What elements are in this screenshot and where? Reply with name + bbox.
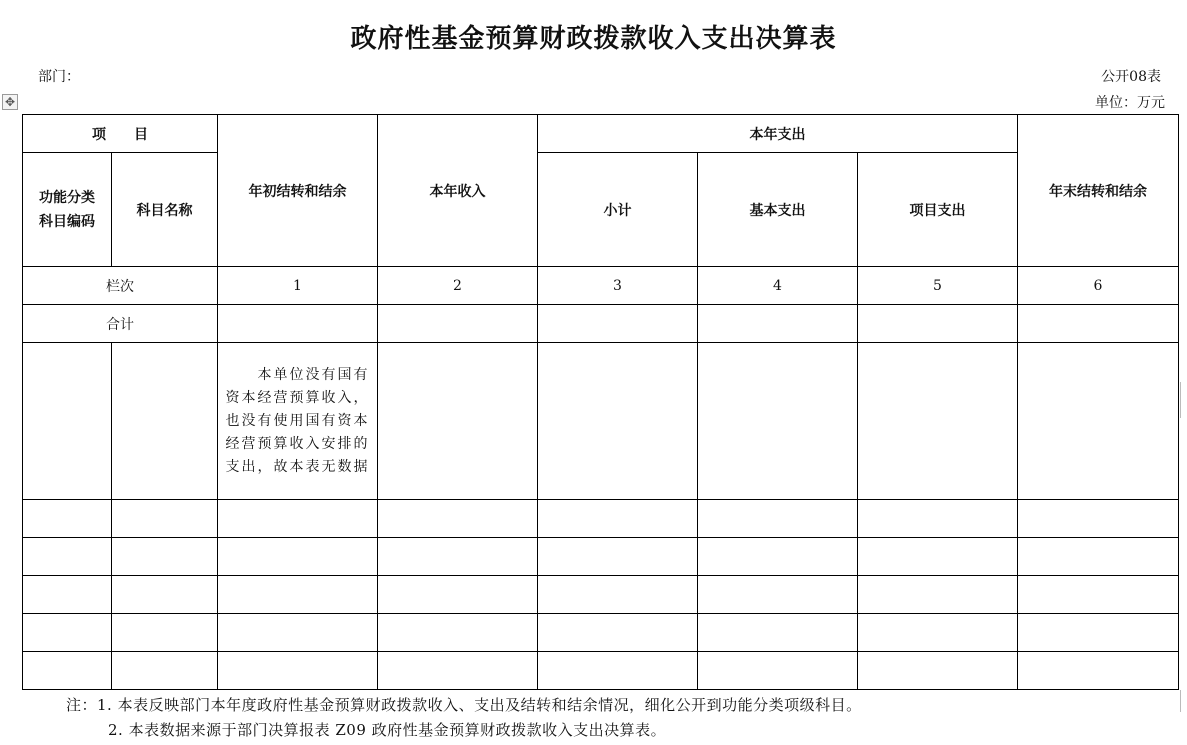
table-cell[interactable] xyxy=(378,576,538,614)
header-opening-balance: 年初结转和结余 xyxy=(218,115,378,267)
table-cell[interactable] xyxy=(218,538,378,576)
table-cell[interactable] xyxy=(858,576,1018,614)
page-edge-marker xyxy=(1180,690,1187,712)
column-number: 4 xyxy=(698,267,858,305)
table-cell[interactable] xyxy=(218,614,378,652)
table-row xyxy=(23,500,1179,538)
table-cell[interactable] xyxy=(1018,614,1179,652)
header-project-expense: 项目支出 xyxy=(858,153,1018,267)
footnote-line-1: 注：1. 本表反映部门本年度政府性基金预算财政拨款收入、支出及结转和结余情况，细化公开到功能分类项级科目。 xyxy=(66,696,862,714)
column-number: 2 xyxy=(378,267,538,305)
table-cell[interactable] xyxy=(112,343,218,500)
table-cell[interactable] xyxy=(218,500,378,538)
table-cell[interactable] xyxy=(698,652,858,690)
table-row xyxy=(23,576,1179,614)
table-cell[interactable] xyxy=(378,305,538,343)
table-cell[interactable] xyxy=(1018,538,1179,576)
table-cell[interactable] xyxy=(112,652,218,690)
table-row xyxy=(23,652,1179,690)
table-cell[interactable] xyxy=(112,538,218,576)
table-cell[interactable] xyxy=(538,576,698,614)
table-row xyxy=(23,343,1179,500)
table-cell[interactable] xyxy=(538,652,698,690)
page-edge-marker xyxy=(1180,382,1187,418)
table-cell[interactable] xyxy=(112,500,218,538)
department-label: 部门： xyxy=(38,69,80,85)
unit-label: 单位：万元 xyxy=(1095,95,1165,111)
report-title: 政府性基金预算财政拨款收入支出决算表 xyxy=(350,24,837,54)
table-cell[interactable] xyxy=(538,500,698,538)
table-cell[interactable] xyxy=(1018,576,1179,614)
table-cell[interactable] xyxy=(538,305,698,343)
table-cell[interactable] xyxy=(858,343,1018,500)
table-cell[interactable] xyxy=(23,614,112,652)
table-cell[interactable] xyxy=(538,614,698,652)
table-cell[interactable] xyxy=(378,500,538,538)
table-cell[interactable] xyxy=(1018,652,1179,690)
table-cell[interactable] xyxy=(378,652,538,690)
table-cell[interactable] xyxy=(858,538,1018,576)
table-cell[interactable] xyxy=(858,305,1018,343)
header-current-expense: 本年支出 xyxy=(538,115,1018,153)
form-code: 公开08表 xyxy=(1101,69,1161,85)
column-number: 1 xyxy=(218,267,378,305)
total-row xyxy=(23,305,1179,343)
column-index-row xyxy=(23,267,1179,305)
column-number: 3 xyxy=(538,267,698,305)
table-cell[interactable] xyxy=(698,576,858,614)
column-number: 5 xyxy=(858,267,1018,305)
table-cell[interactable] xyxy=(23,343,112,500)
table-cell[interactable] xyxy=(23,652,112,690)
table-cell[interactable] xyxy=(378,614,538,652)
header-basic-expense: 基本支出 xyxy=(698,153,858,267)
table-cell[interactable] xyxy=(858,652,1018,690)
header-func-code xyxy=(23,153,112,267)
table-cell[interactable] xyxy=(698,343,858,500)
table-cell[interactable] xyxy=(23,576,112,614)
report-table xyxy=(22,114,1179,690)
table-cell[interactable] xyxy=(698,500,858,538)
table-cell[interactable] xyxy=(23,500,112,538)
footnote-line-2: 2. 本表数据来源于部门决算报表 Z09 政府性基金预算财政拨款收入支出决算表。 xyxy=(108,721,667,739)
table-cell[interactable] xyxy=(112,576,218,614)
table-cell[interactable] xyxy=(1018,343,1179,500)
table-cell[interactable] xyxy=(378,343,538,500)
table-cell[interactable] xyxy=(858,614,1018,652)
table-cell[interactable] xyxy=(858,500,1018,538)
table-cell[interactable] xyxy=(538,343,698,500)
total-label: 合计 xyxy=(23,305,218,343)
header-func-code-line1: 功能分类 xyxy=(39,189,95,206)
table-cell[interactable] xyxy=(1018,500,1179,538)
header-subject-name: 科目名称 xyxy=(112,153,218,267)
table-cell[interactable] xyxy=(218,576,378,614)
header-item: 项 目 xyxy=(23,115,218,153)
table-cell[interactable] xyxy=(698,614,858,652)
header-subtotal: 小计 xyxy=(538,153,698,267)
table-cell[interactable] xyxy=(218,652,378,690)
table-cell[interactable] xyxy=(112,614,218,652)
header-current-income: 本年收入 xyxy=(378,115,538,267)
table-cell[interactable] xyxy=(378,538,538,576)
table-row xyxy=(23,614,1179,652)
header-closing-balance: 年末结转和结余 xyxy=(1018,115,1179,267)
table-row xyxy=(23,538,1179,576)
column-index-label: 栏次 xyxy=(23,267,218,305)
table-cell[interactable] xyxy=(698,538,858,576)
table-cell[interactable] xyxy=(23,538,112,576)
header-func-code-line2: 科目编码 xyxy=(39,213,95,230)
table-cell[interactable] xyxy=(1018,305,1179,343)
no-data-note: 本单位没有国有资本经营预算收入，也没有使用国有资本经营预算收入安排的支出，故本表无数据 xyxy=(218,343,378,500)
table-cell[interactable] xyxy=(218,305,378,343)
table-cell[interactable] xyxy=(698,305,858,343)
column-number: 6 xyxy=(1018,267,1179,305)
table-move-handle-icon[interactable]: ✥ xyxy=(2,94,18,110)
table-cell[interactable] xyxy=(538,538,698,576)
